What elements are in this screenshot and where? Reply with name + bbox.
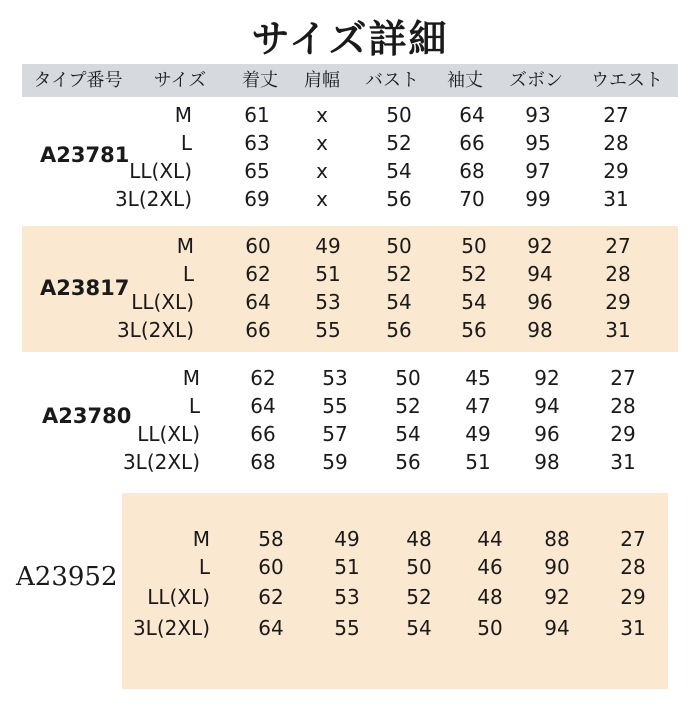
- table-row: [0, 363, 700, 393]
- table-header: [22, 64, 678, 97]
- product-code: A23781: [40, 143, 130, 167]
- value-cell: x: [316, 103, 328, 127]
- value-cell: 51: [315, 262, 341, 286]
- table-row: [0, 524, 700, 554]
- value-cell: 56: [386, 318, 412, 342]
- page-title: サイズ詳細: [251, 17, 449, 61]
- value-cell: 54: [386, 159, 412, 183]
- header-waist: ウエスト: [591, 70, 663, 91]
- table-row: [0, 447, 700, 477]
- value-cell: 52: [386, 262, 412, 286]
- value-cell: 47: [465, 394, 491, 418]
- value-cell: 94: [534, 394, 560, 418]
- table-row: [0, 613, 700, 643]
- value-cell: 92: [534, 366, 560, 390]
- product-code: A23780: [42, 404, 132, 428]
- table-row: [0, 128, 700, 158]
- header-pants: ズボン: [509, 70, 563, 91]
- value-cell: 31: [620, 616, 646, 640]
- value-cell: 27: [620, 527, 646, 551]
- table-row: [0, 391, 700, 421]
- value-cell: 98: [534, 450, 560, 474]
- size-cell: L: [182, 262, 194, 286]
- value-cell: 54: [395, 422, 421, 446]
- value-cell: 55: [334, 616, 360, 640]
- value-cell: 49: [334, 527, 360, 551]
- value-cell: 66: [245, 318, 271, 342]
- value-cell: 66: [250, 422, 276, 446]
- value-cell: 52: [461, 262, 487, 286]
- value-cell: 50: [386, 103, 412, 127]
- value-cell: 48: [406, 527, 432, 551]
- value-cell: 49: [465, 422, 491, 446]
- value-cell: 27: [603, 103, 629, 127]
- size-cell: M: [182, 366, 200, 390]
- value-cell: 29: [603, 159, 629, 183]
- table-row: [0, 287, 700, 317]
- value-cell: 49: [315, 234, 341, 258]
- value-cell: 28: [610, 394, 636, 418]
- value-cell: 31: [603, 187, 629, 211]
- value-cell: 96: [527, 290, 553, 314]
- value-cell: 53: [334, 585, 360, 609]
- value-cell: 92: [544, 585, 570, 609]
- value-cell: 56: [461, 318, 487, 342]
- value-cell: 65: [244, 159, 270, 183]
- value-cell: 66: [459, 131, 485, 155]
- value-cell: 31: [605, 318, 631, 342]
- value-cell: 29: [605, 290, 631, 314]
- value-cell: 52: [386, 131, 412, 155]
- value-cell: 28: [620, 555, 646, 579]
- value-cell: 64: [258, 616, 284, 640]
- value-cell: 62: [258, 585, 284, 609]
- value-cell: x: [316, 187, 328, 211]
- value-cell: 68: [250, 450, 276, 474]
- table-row: [0, 582, 700, 612]
- value-cell: 97: [525, 159, 551, 183]
- table-row: [0, 552, 700, 582]
- value-cell: 64: [245, 290, 271, 314]
- value-cell: 62: [245, 262, 271, 286]
- value-cell: 28: [605, 262, 631, 286]
- value-cell: 58: [258, 527, 284, 551]
- value-cell: 57: [322, 422, 348, 446]
- value-cell: 95: [525, 131, 551, 155]
- value-cell: 29: [610, 422, 636, 446]
- size-cell: 3L(2XL): [122, 450, 200, 474]
- value-cell: 45: [465, 366, 491, 390]
- value-cell: 54: [386, 290, 412, 314]
- size-cell: L: [198, 555, 210, 579]
- value-cell: 63: [244, 131, 270, 155]
- value-cell: 50: [406, 555, 432, 579]
- size-cell: LL(XL): [131, 290, 194, 314]
- value-cell: 46: [477, 555, 503, 579]
- size-cell: LL(XL): [137, 422, 200, 446]
- value-cell: x: [316, 131, 328, 155]
- value-cell: 50: [386, 234, 412, 258]
- value-cell: 61: [244, 103, 270, 127]
- size-cell: LL(XL): [129, 159, 192, 183]
- table-row: [0, 184, 700, 214]
- value-cell: 92: [527, 234, 553, 258]
- value-cell: 55: [315, 318, 341, 342]
- value-cell: 54: [406, 616, 432, 640]
- value-cell: 27: [605, 234, 631, 258]
- value-cell: 53: [315, 290, 341, 314]
- size-cell: M: [174, 103, 192, 127]
- value-cell: 68: [459, 159, 485, 183]
- value-cell: 94: [527, 262, 553, 286]
- value-cell: 27: [610, 366, 636, 390]
- value-cell: 56: [386, 187, 412, 211]
- value-cell: 56: [395, 450, 421, 474]
- header-bust: バスト: [365, 70, 419, 91]
- value-cell: 59: [322, 450, 348, 474]
- value-cell: 94: [544, 616, 570, 640]
- size-cell: L: [180, 131, 192, 155]
- value-cell: 48: [477, 585, 503, 609]
- size-cell: M: [176, 234, 194, 258]
- size-cell: LL(XL): [147, 585, 210, 609]
- size-cell: 3L(2XL): [116, 318, 194, 342]
- value-cell: 93: [525, 103, 551, 127]
- value-cell: 90: [544, 555, 570, 579]
- value-cell: 88: [544, 527, 570, 551]
- table-row: [0, 231, 700, 261]
- product-code: A23952: [16, 562, 118, 592]
- size-cell: 3L(2XL): [132, 616, 210, 640]
- value-cell: 55: [322, 394, 348, 418]
- value-cell: 52: [406, 585, 432, 609]
- value-cell: 28: [603, 131, 629, 155]
- value-cell: x: [316, 159, 328, 183]
- value-cell: 31: [610, 450, 636, 474]
- header-length: 着丈: [242, 70, 278, 91]
- value-cell: 29: [620, 585, 646, 609]
- header-size: サイズ: [153, 70, 207, 91]
- size-cell: L: [188, 394, 200, 418]
- value-cell: 62: [250, 366, 276, 390]
- value-cell: 50: [477, 616, 503, 640]
- table-row: [0, 315, 700, 345]
- product-code: A23817: [40, 276, 130, 300]
- value-cell: 50: [395, 366, 421, 390]
- size-cell: 3L(2XL): [114, 187, 192, 211]
- table-row: [0, 419, 700, 449]
- value-cell: 51: [465, 450, 491, 474]
- value-cell: 96: [534, 422, 560, 446]
- value-cell: 60: [258, 555, 284, 579]
- value-cell: 44: [477, 527, 503, 551]
- value-cell: 98: [527, 318, 553, 342]
- value-cell: 50: [461, 234, 487, 258]
- value-cell: 54: [461, 290, 487, 314]
- value-cell: 64: [459, 103, 485, 127]
- value-cell: 99: [525, 187, 551, 211]
- value-cell: 52: [395, 394, 421, 418]
- table-row: [0, 100, 700, 130]
- header-type-number: タイプ番号: [33, 70, 123, 91]
- value-cell: 70: [459, 187, 485, 211]
- table-row: [0, 259, 700, 289]
- header-shoulder: 肩幅: [304, 70, 340, 91]
- header-sleeve: 袖丈: [447, 70, 483, 91]
- value-cell: 69: [244, 187, 270, 211]
- value-cell: 53: [322, 366, 348, 390]
- value-cell: 64: [250, 394, 276, 418]
- value-cell: 51: [334, 555, 360, 579]
- size-cell: M: [192, 527, 210, 551]
- table-row: [0, 156, 700, 186]
- value-cell: 60: [245, 234, 271, 258]
